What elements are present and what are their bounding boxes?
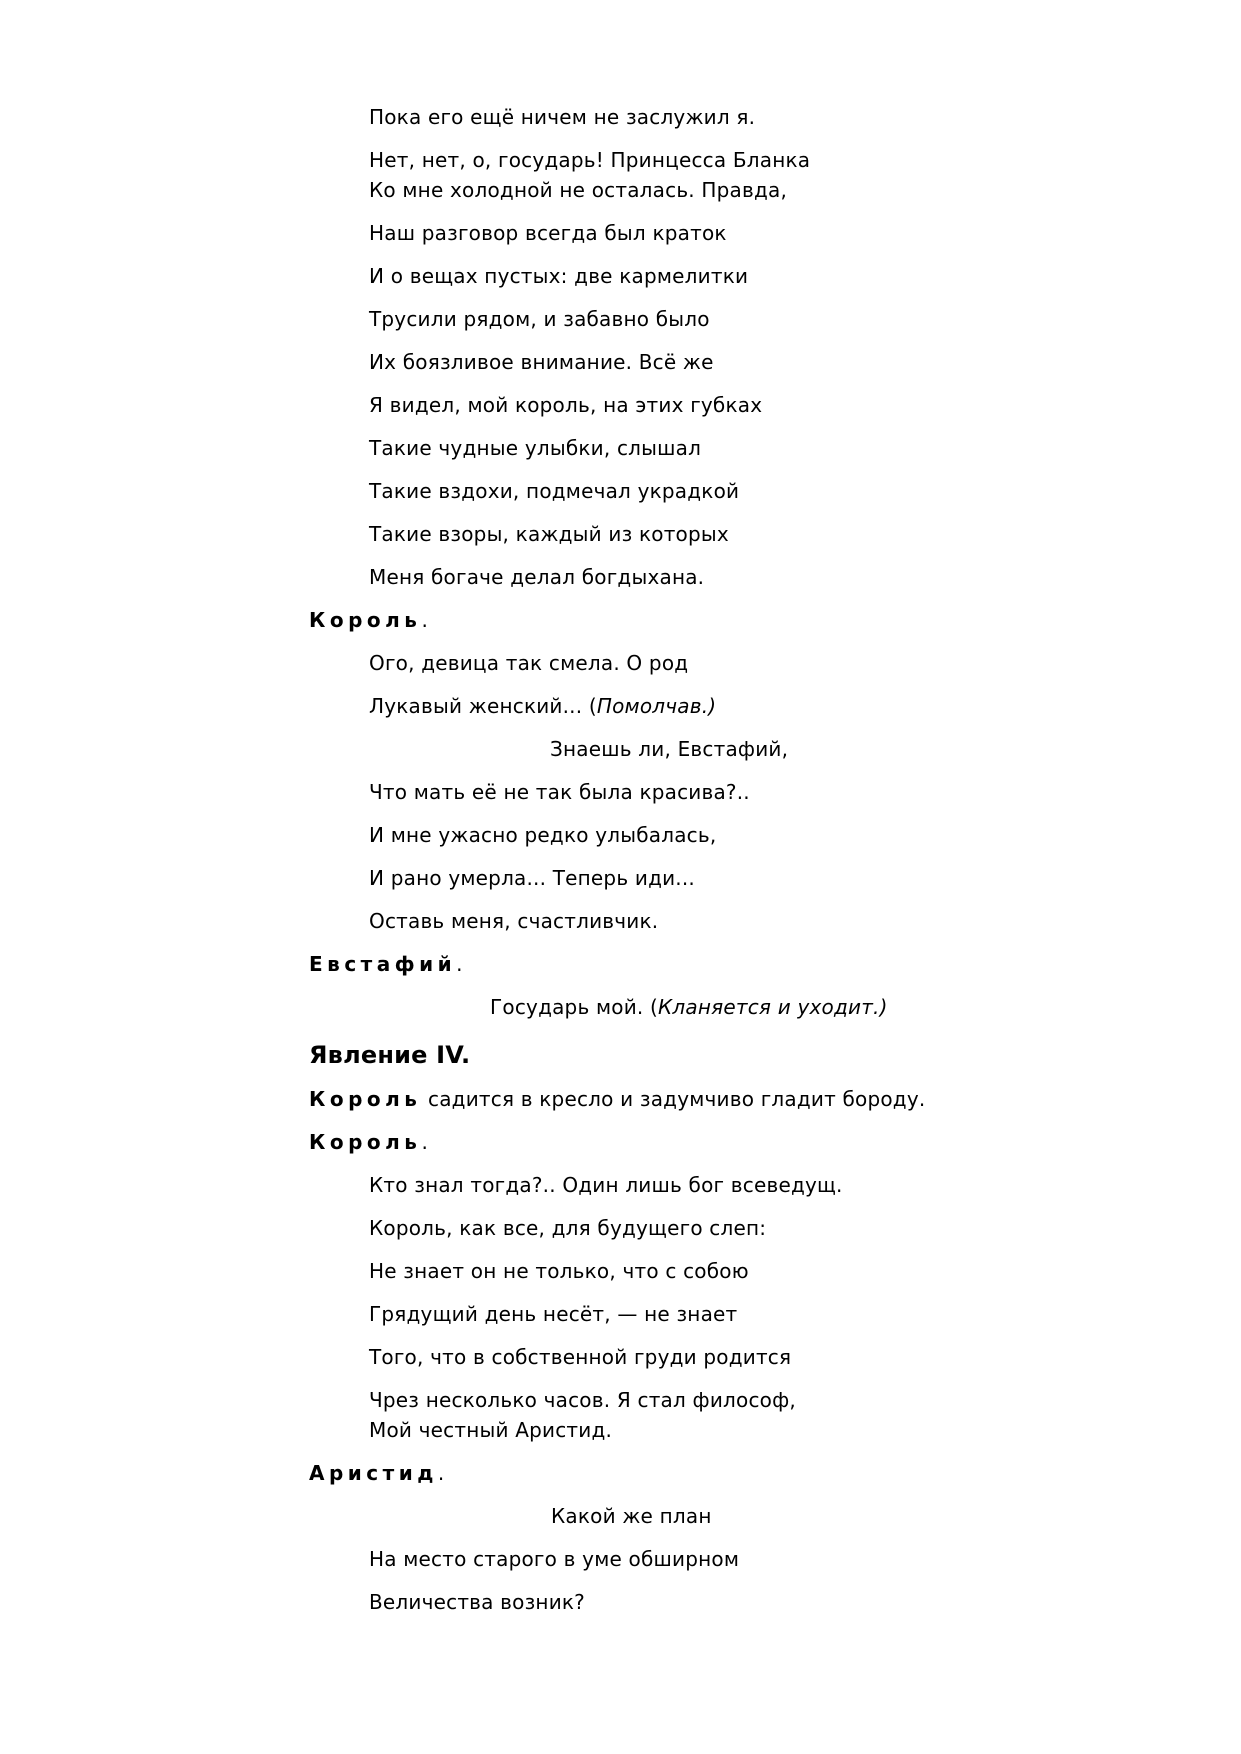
verse-line: Король, как все, для будущего слеп: <box>369 1216 767 1240</box>
speaker-name <box>309 1129 428 1155</box>
verse-line: Ого, девица так смела. О род <box>369 651 689 675</box>
verse-line: Того, что в собственной груди родится <box>369 1345 792 1369</box>
verse-line: Оставь меня, счастливчик. <box>369 909 659 933</box>
verse-line: И о вещах пустых: две кармелитки <box>369 264 749 288</box>
verse-line: Чрез несколько часов. Я стал философ, <box>369 1388 796 1412</box>
verse-line: Ко мне холодной не осталась. Правда, <box>369 178 788 202</box>
verse-line: Мой честный Аристид. <box>369 1418 613 1442</box>
speaker-label: Евстафий <box>309 952 457 976</box>
character-name: Король <box>309 1087 422 1111</box>
verse-line: И рано умерла... Теперь иди... <box>369 866 695 890</box>
verse-text: Государь мой. ( <box>490 995 659 1019</box>
verse-line-continued <box>490 994 888 1020</box>
verse-line: Не знает он не только, что с собою <box>369 1259 749 1283</box>
stage-direction: Кланяется и уходит.) <box>658 995 888 1019</box>
verse-line: И мне ужасно редко улыбалась, <box>369 823 717 847</box>
verse-line-continued: Знаешь ли, Евстафий, <box>550 737 789 761</box>
speaker-name <box>309 607 428 633</box>
speaker-dot: . <box>437 1461 445 1485</box>
verse-line: Я видел, мой король, на этих губках <box>369 393 763 417</box>
speaker-name <box>309 951 463 977</box>
stage-direction-line <box>309 1086 925 1112</box>
verse-line: Грядущий день несёт, — не знает <box>369 1302 738 1326</box>
speaker-dot: . <box>456 952 463 976</box>
speaker-label: Король <box>309 608 422 632</box>
verse-line-continued: Какой же план <box>551 1504 712 1528</box>
verse-line: Пока его ещё ничем не заслужил я. <box>369 105 756 129</box>
verse-line: Кто знал тогда?.. Один лишь бог всеведущ. <box>369 1173 843 1197</box>
verse-line: Такие взоры, каждый из которых <box>369 522 729 546</box>
speaker-dot: . <box>421 1130 428 1154</box>
verse-line: Такие вздохи, подмечал украдкой <box>369 479 740 503</box>
verse-text: Лукавый женский... ( <box>369 694 597 718</box>
verse-line: Наш разговор всегда был краток <box>369 221 727 245</box>
verse-line: Нет, нет, о, государь! Принцесса Бланка <box>369 148 811 172</box>
speaker-label: Король <box>309 1130 422 1154</box>
verse-line: Такие чудные улыбки, слышал <box>369 436 702 460</box>
verse-line: На место старого в уме обширном <box>369 1547 740 1571</box>
verse-line: Их боязливое внимание. Всё же <box>369 350 714 374</box>
verse-line: Трусили рядом, и забавно было <box>369 307 710 331</box>
speaker-name <box>309 1460 444 1486</box>
verse-line <box>369 693 716 719</box>
speaker-label: Аристид <box>309 1461 438 1485</box>
scene-heading: Явление IV. <box>309 1041 471 1069</box>
speaker-dot: . <box>421 608 428 632</box>
verse-line: Что мать её не так была красива?.. <box>369 780 750 804</box>
verse-line: Величества возник? <box>369 1590 586 1614</box>
stage-action: садится в кресло и задумчиво гладит бороду. <box>428 1087 926 1111</box>
stage-direction: Помолчав.) <box>596 694 717 718</box>
verse-line: Меня богаче делал богдыхана. <box>369 565 705 589</box>
